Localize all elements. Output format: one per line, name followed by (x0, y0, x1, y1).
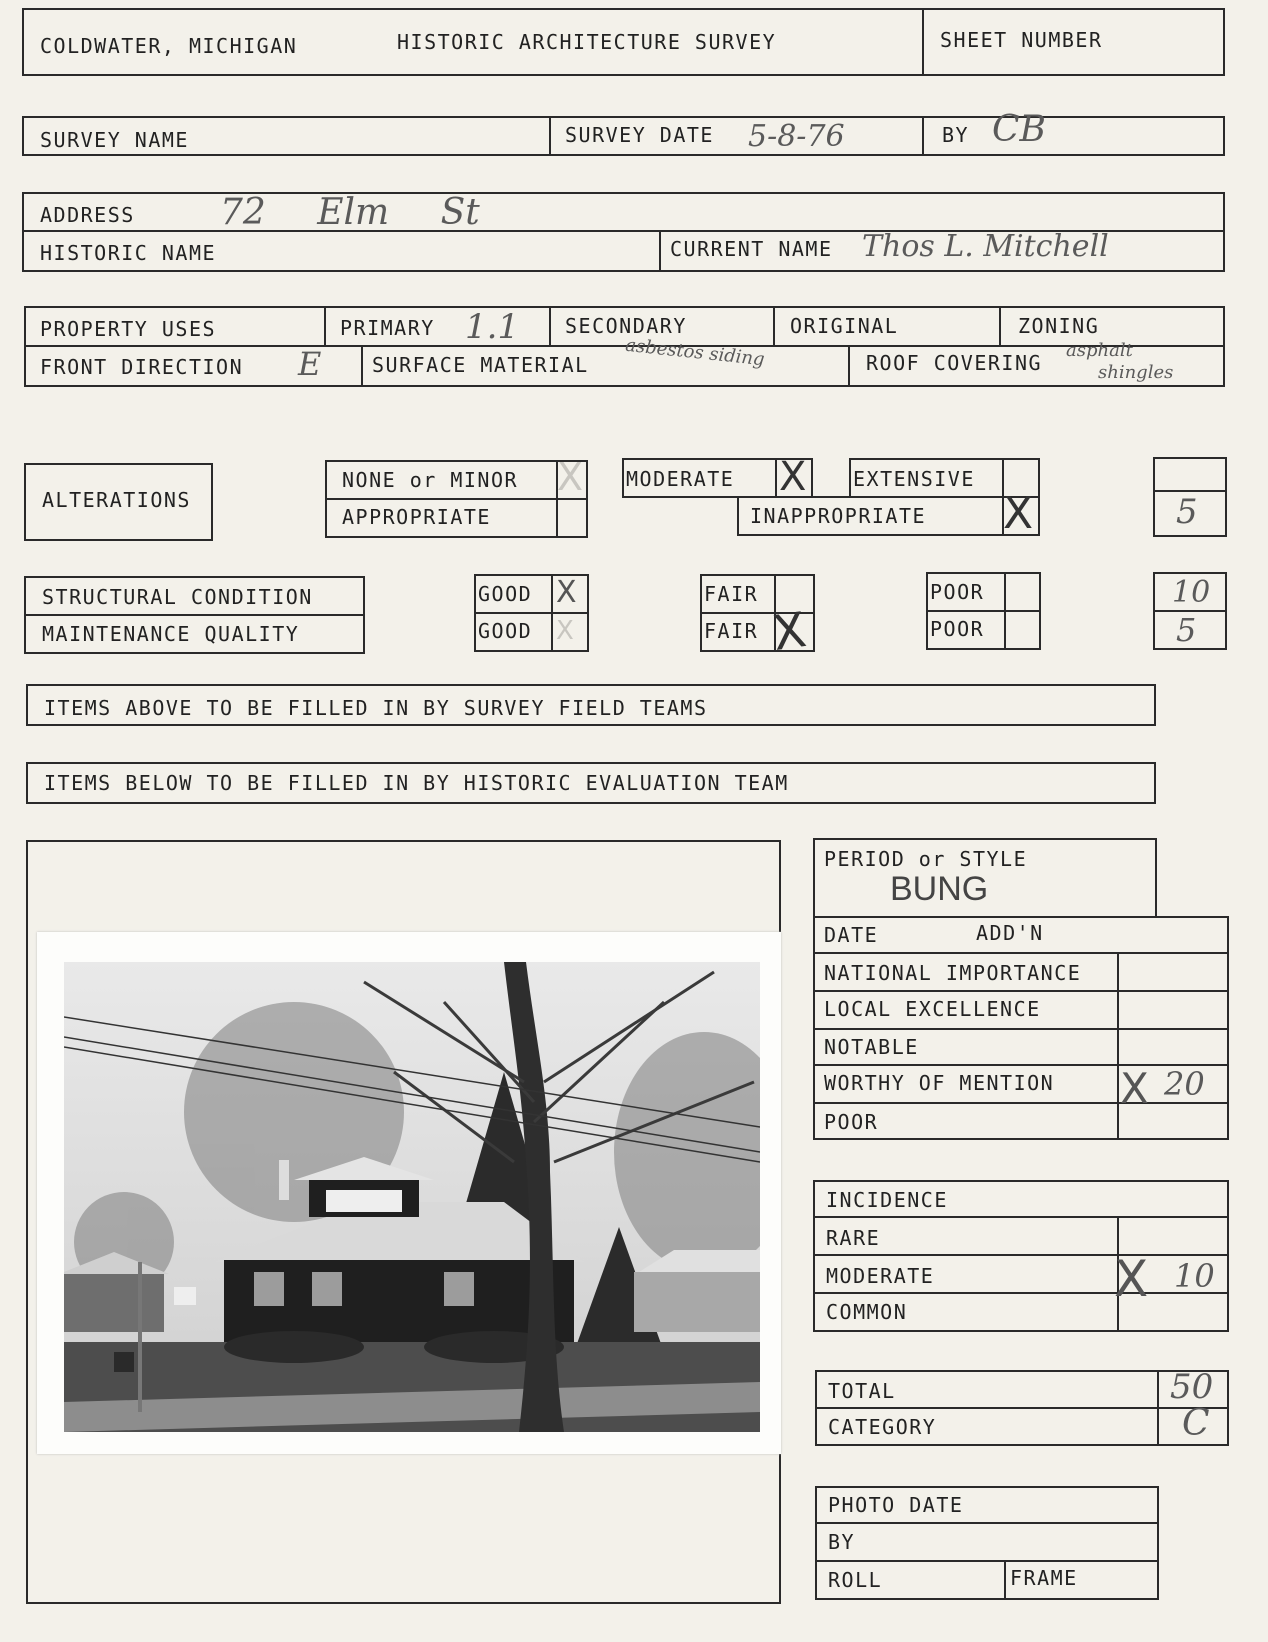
alt-none-minor: NONE or MINOR (342, 468, 519, 492)
maintenance-quality-label: MAINTENANCE QUALITY (42, 622, 300, 646)
structural-good-check: X (556, 575, 577, 610)
eval-hline-2 (813, 990, 1229, 992)
poor-div (1004, 572, 1006, 650)
eval-addn-label: ADD'N (976, 921, 1044, 945)
fair-label-2: FAIR (704, 619, 759, 643)
period-label: PERIOD or STYLE (824, 847, 1028, 871)
survey-name-label: SURVEY NAME (40, 128, 189, 152)
historic-name-label: HISTORIC NAME (40, 241, 217, 265)
eval-hline-1 (813, 952, 1229, 954)
maintenance-score: 5 (1176, 611, 1197, 649)
period-value: BUNG (890, 870, 989, 908)
roof-covering-value-1: asphalt (1066, 340, 1133, 361)
note-below: ITEMS BELOW TO BE FILLED IN BY HISTORIC EVALUATION TEAM (44, 771, 789, 795)
category-label: CATEGORY (828, 1415, 937, 1439)
maintenance-fair-check: X (769, 601, 810, 663)
primary-value: 1.1 (465, 307, 520, 347)
original-label: ORIGINAL (790, 314, 899, 338)
property-uses-label: PROPERTY USES (40, 317, 217, 341)
header-divider (922, 8, 924, 76)
inc-hline-2 (813, 1254, 1229, 1256)
secondary-label: SECONDARY (565, 314, 687, 338)
survey-by-label: BY (942, 123, 970, 147)
incidence-rare: RARE (826, 1226, 881, 1250)
photo-info-hline-2 (815, 1560, 1159, 1562)
worthy-check: X (1120, 1064, 1149, 1113)
surface-material-value: asbestos siding (624, 334, 766, 371)
incidence-score: 10 (1174, 1257, 1215, 1295)
alt-none-hline (325, 498, 588, 500)
poor-label-2: POOR (930, 617, 985, 641)
house-photo (64, 962, 760, 1432)
prop-div-2 (549, 306, 551, 345)
roll-label: ROLL (828, 1568, 883, 1592)
city-title: COLDWATER, MICHIGAN (40, 34, 298, 58)
worthy-score: 20 (1164, 1065, 1205, 1103)
eval-date-label: DATE (824, 923, 879, 947)
poor-label-1: POOR (930, 580, 985, 604)
incidence-label: INCIDENCE (826, 1188, 948, 1212)
worthy-of-mention: WORTHY OF MENTION (824, 1071, 1055, 1095)
condition-label-hline (24, 614, 365, 616)
alt-inappropriate-check: X (1003, 488, 1034, 539)
good-label-1: GOOD (478, 582, 533, 606)
maintenance-good-faint-check: X (556, 616, 574, 646)
survey-divider-1 (549, 116, 551, 156)
prop-div-3 (773, 306, 775, 345)
survey-date-label: SURVEY DATE (565, 123, 714, 147)
structural-score: 10 (1172, 575, 1211, 610)
photo-date-label: PHOTO DATE (828, 1493, 964, 1517)
prop-div-4 (999, 306, 1001, 345)
prop-div-1 (324, 306, 326, 345)
current-name-value: Thos L. Mitchell (862, 229, 1109, 264)
local-excellence: LOCAL EXCELLENCE (824, 997, 1041, 1021)
photo-info-div (1004, 1560, 1006, 1600)
primary-label: PRIMARY (340, 316, 435, 340)
photo-info-hline-1 (815, 1522, 1159, 1524)
surface-material-label: SURFACE MATERIAL (372, 353, 589, 377)
address-label: ADDRESS (40, 203, 135, 227)
inc-hline-1 (813, 1216, 1229, 1218)
current-name-label: CURRENT NAME (670, 237, 833, 261)
alt-moderate-check: X (779, 454, 807, 500)
total-value: 50 (1170, 1367, 1214, 1407)
incidence-common: COMMON (826, 1300, 908, 1324)
eval-hline-3 (813, 1028, 1229, 1030)
category-value: C (1182, 1403, 1210, 1444)
totals-hline (815, 1407, 1229, 1409)
fair-label-1: FAIR (704, 582, 759, 606)
incidence-moderate: MODERATE (826, 1264, 935, 1288)
incidence-moderate-check: X (1114, 1250, 1149, 1308)
alt-score: 5 (1176, 492, 1198, 532)
zoning-label: ZONING (1018, 314, 1100, 338)
alt-none-faint-check: X (557, 455, 584, 499)
alt-inappropriate: INAPPROPRIATE (750, 504, 927, 528)
photo-by-label: BY (828, 1530, 856, 1554)
eval-poor: POOR (824, 1110, 879, 1134)
survey-title: HISTORIC ARCHITECTURE SURVEY (397, 30, 777, 54)
roof-covering-value-2: shingles (1098, 362, 1174, 383)
total-label: TOTAL (828, 1379, 896, 1403)
national-importance: NATIONAL IMPORTANCE (824, 961, 1082, 985)
survey-divider-2 (922, 116, 924, 156)
sheet-number-label: SHEET NUMBER (940, 28, 1103, 52)
front-direction-value: E (298, 345, 322, 383)
frame-label: FRAME (1010, 1566, 1078, 1590)
roof-covering-label: ROOF COVERING (866, 351, 1043, 375)
alt-moderate: MODERATE (626, 467, 735, 491)
alt-extensive: EXTENSIVE (853, 467, 975, 491)
poor-hline (926, 610, 1041, 612)
prop-div-6 (848, 345, 850, 387)
alterations-label: ALTERATIONS (42, 488, 191, 512)
good-hline (474, 612, 589, 614)
alt-moderate-div (775, 458, 777, 498)
notable: NOTABLE (824, 1035, 919, 1059)
inc-hline-3 (813, 1292, 1229, 1294)
note-above: ITEMS ABOVE TO BE FILLED IN BY SURVEY FIELD TEAMS (44, 696, 708, 720)
front-direction-label: FRONT DIRECTION (40, 355, 244, 379)
good-div (551, 574, 553, 652)
eval-div (1117, 952, 1119, 1140)
prop-div-5 (361, 345, 363, 387)
survey-by-value: CB (992, 109, 1046, 150)
structural-condition-label: STRUCTURAL CONDITION (42, 585, 313, 609)
address-divider (659, 230, 661, 272)
good-label-2: GOOD (478, 619, 533, 643)
alt-appropriate: APPROPRIATE (342, 505, 491, 529)
totals-div (1157, 1370, 1159, 1446)
address-value: 72 Elm St (220, 192, 480, 233)
survey-date-value: 5-8-76 (748, 119, 845, 154)
